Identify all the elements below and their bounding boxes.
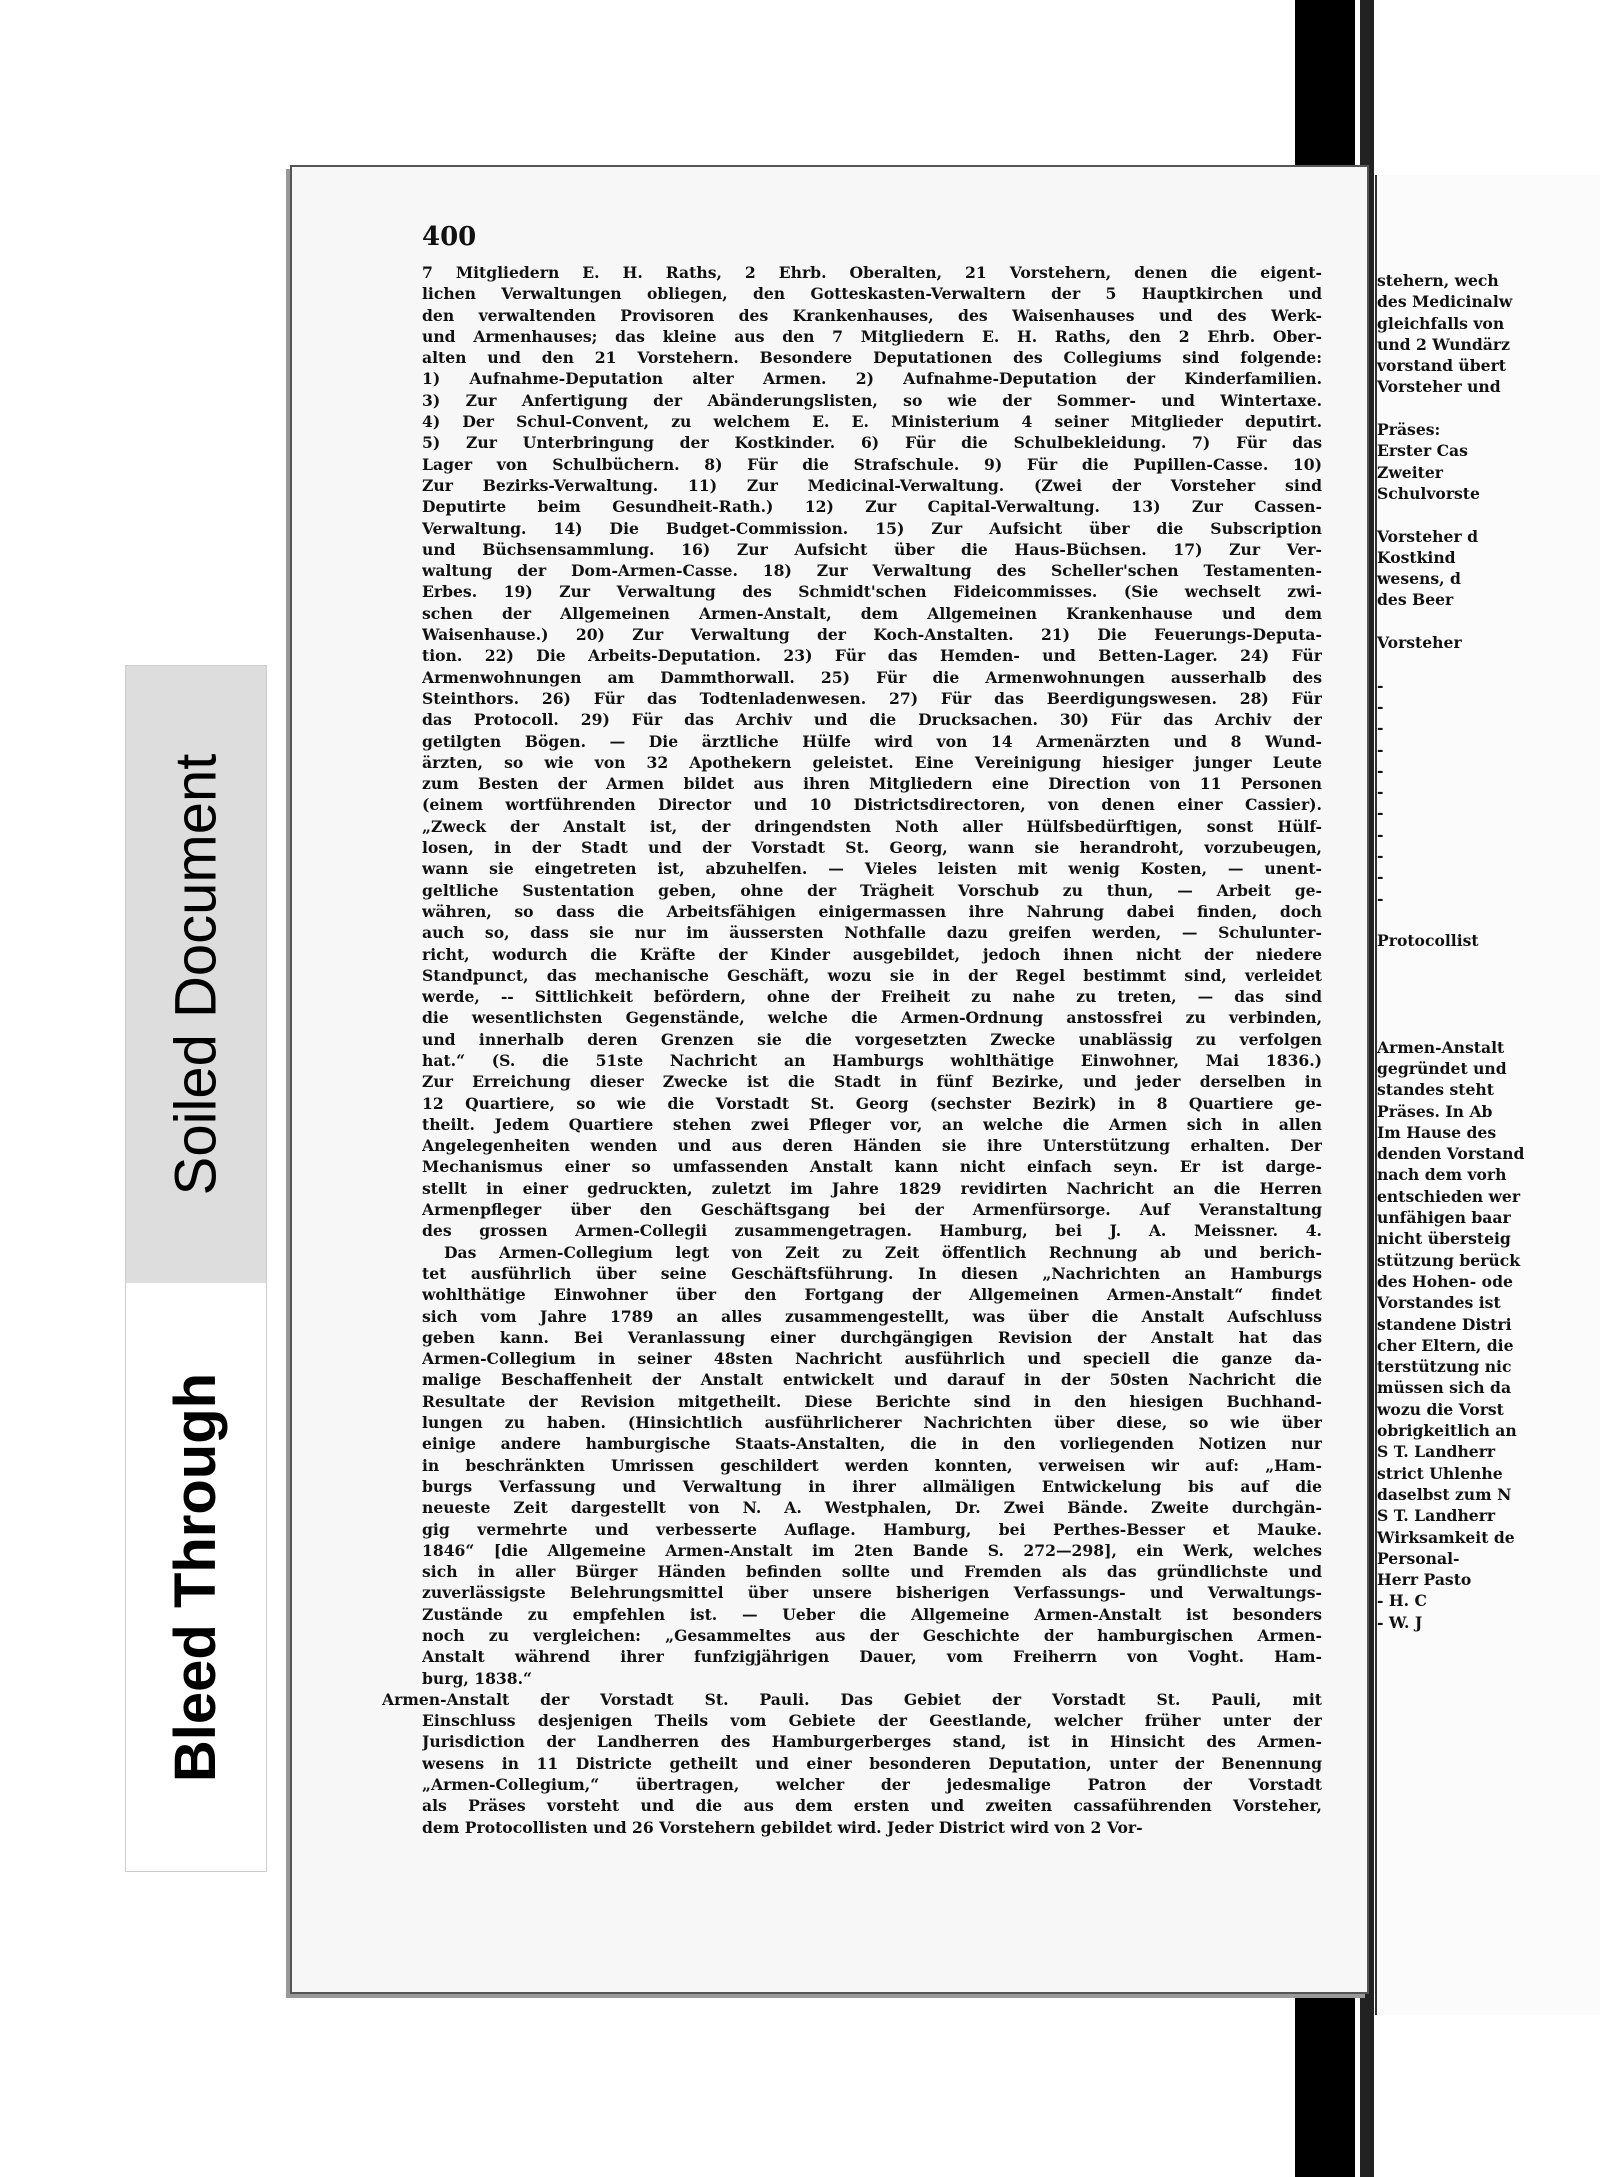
text-line: und Armenhauses; das kleine aus den 7 Mitgliedern E. H. Raths, den 2 Ehrb. Ober- (422, 326, 1322, 346)
text-line: „Armen-Collegium,“ übertragen, welcher der jedesmalige Patron der Vorstadt (422, 1775, 1322, 1795)
right-text-line: - (1377, 824, 1384, 844)
right-text-line (1377, 994, 1524, 1015)
right-text-line: obrigkeitlich an (1377, 1421, 1517, 1441)
text-line: lungen zu haben. (Hinsichtlich ausführlicherer Nachrichten über diese, so wie über (422, 1413, 1322, 1433)
text-line: stellt in einer gedruckten, zuletzt im Jahre 1829 revidirten Nachricht an die Herren (422, 1178, 1322, 1198)
right-text-line: standene Distri (1377, 1314, 1512, 1334)
main-body-text (382, 262, 1322, 1838)
right-text-line: Vorsteher d (1377, 526, 1478, 546)
right-text-line: Herr Pasto (1377, 1570, 1472, 1590)
text-line: Armenwohnungen am Dammthorwall. 25) Für die Armenwohnungen ausserhalb des (422, 667, 1322, 687)
right-text-line: Vorstandes ist (1377, 1293, 1501, 1313)
right-text-line: nicht übersteig (1377, 1229, 1511, 1249)
right-text-line: daselbst zum N (1377, 1484, 1512, 1504)
right-text-line: Vorsteher und (1377, 377, 1501, 397)
right-text-line: - (1377, 739, 1384, 759)
text-line: Angelegenheiten wenden und aus deren Händen sie ihre Unterstützung erhalten. Der (422, 1136, 1322, 1156)
text-line: geltliche Sustentation geben, ohne der Trägheit Vorschub zu thun, — Arbeit ge- (422, 880, 1322, 900)
bleed-through-label-area (126, 1283, 266, 1871)
right-text-line (1377, 504, 1524, 525)
text-line: werde, -- Sittlichkeit befördern, ohne der Freiheit zu nahe zu treten, — das sind (422, 987, 1322, 1007)
right-text-line: stehern, wech (1377, 271, 1499, 290)
soiled-document-label: Soiled Document (163, 753, 229, 1196)
text-line: hat.“ (S. die 51ste Nachricht an Hamburgs wohlthätige Einwohner, Mai 1836.) (422, 1050, 1322, 1070)
text-line: auch so, dass sie nur im äussersten Nothfalle dazu greifen werden, — Schulunter- (422, 923, 1322, 943)
right-text-line: standes steht (1377, 1080, 1494, 1100)
right-text-line: - (1377, 760, 1384, 780)
right-text-line: - W. J (1377, 1612, 1423, 1632)
right-text-line: Präses. In Ab (1377, 1101, 1493, 1121)
text-line: Zustände zu empfehlen ist. — Ueber die Allgemeine Armen-Anstalt ist besonders (422, 1604, 1322, 1624)
text-line: 1846“ [die Allgemeine Armen-Anstalt im 2ten Bande S. 272—298], ein Werk, welches (422, 1540, 1322, 1560)
right-text-line (1377, 611, 1524, 632)
text-line: waltung der Dom-Armen-Casse. 18) Zur Verwaltung des Scheller'schen Testamenten- (422, 561, 1322, 581)
text-line: das Protocoll. 29) Für das Archiv und die Drucksachen. 30) Für das Archiv der (422, 710, 1322, 730)
text-line: einige andere hamburgische Staats-Anstalten, die in den vorliegenden Notizen nur (422, 1434, 1322, 1454)
text-line: 5) Zur Unterbringung der Kostkinder. 6) Für die Schulbekleidung. 7) Für das (422, 433, 1322, 453)
text-line: gig vermehrte und verbesserte Auflage. Hamburg, bei Perthes-Besser et Mauke. (422, 1519, 1322, 1539)
right-text-line: - (1377, 696, 1384, 716)
right-text-line: - (1377, 846, 1384, 866)
right-text-line: terstützung nic (1377, 1357, 1512, 1377)
text-line: sich in aller Bürger Händen befinden sollte und Fremden als das gründlichste und (422, 1562, 1322, 1582)
right-text-line: nach dem vorh (1377, 1165, 1507, 1185)
right-text-line: entschieden wer (1377, 1186, 1521, 1206)
right-text-line: gleichfalls von (1377, 313, 1505, 333)
text-line: Armen-Anstalt der Vorstadt St. Pauli. Das Gebiet der Vorstadt St. Pauli, mit (382, 1689, 1322, 1709)
right-text-line: unfähigen baar (1377, 1208, 1511, 1228)
text-line: Mechanismus einer so umfassenden Anstalt kann nicht einfach seyn. Er ist darge- (422, 1157, 1322, 1177)
text-line: 7 Mitgliedern E. H. Raths, 2 Ehrb. Oberalten, 21 Vorstehern, denen die eigent- (422, 263, 1322, 282)
text-line: schen der Allgemeinen Armen-Anstalt, dem Allgemeinen Krankenhause und dem (422, 603, 1322, 623)
text-line: neueste Zeit dargestellt von N. A. Westphalen, Dr. Zwei Bände. Zweite durchgän- (422, 1498, 1322, 1518)
right-text-line (1377, 398, 1524, 419)
text-line: und innerhalb deren Grenzen sie die vorgesetzten Zwecke unablässig zu verfolgen (422, 1029, 1322, 1049)
right-text-line: - (1377, 675, 1384, 695)
text-line: malige Beschaffenheit der Anstalt entwickelt und darauf in der 50sten Nachricht die (422, 1370, 1322, 1390)
text-line: „Zweck der Anstalt ist, der dringendsten Noth aller Hülfsbedürftigen, sonst Hülf- (422, 816, 1322, 836)
text-line: Erbes. 19) Zur Verwaltung des Schmidt'schen Fideicommisses. (Sie wechselt zwi- (422, 582, 1322, 602)
text-line: die wesentlichsten Gegenstände, welche die Armen-Ordnung anstossfrei zu verbinden, (422, 1008, 1322, 1028)
right-text-line: Protocollist (1377, 931, 1479, 951)
right-text-line: vorstand übert (1377, 356, 1507, 376)
right-text-line: denden Vorstand (1377, 1144, 1525, 1164)
document-condition-stamp (125, 665, 267, 1872)
right-text-line: Schulvorste (1377, 483, 1480, 503)
bleed-through-label: Bleed Through (163, 1372, 229, 1782)
right-text-line (1377, 1015, 1524, 1036)
right-text-line: - (1377, 782, 1384, 802)
text-line: burgs Verfassung und Verwaltung in ihrer allmäligen Entwickelung bis auf die (422, 1476, 1322, 1496)
text-line: wann sie eingetreten ist, abzuhelfen. — Vieles leisten mit wenig Kosten, — unent- (422, 859, 1322, 879)
right-text-line: Präses: (1377, 420, 1441, 440)
right-text-line: Kostkind (1377, 547, 1456, 567)
text-line: ärzten, so wie von 32 Apothekern geleistet. Eine Vereinigung hiesiger junger Leute (422, 752, 1322, 772)
right-book-page (1375, 175, 1600, 2015)
right-text-line: - (1377, 888, 1384, 908)
text-line: Das Armen-Collegium legt von Zeit zu Zeit öffentlich Rechnung ab und berich- (444, 1242, 1322, 1262)
right-text-line: Zweiter (1377, 462, 1443, 482)
text-line: zum Besten der Armen bildet aus ihren Mitgliedern eine Direction von 11 Personen (422, 774, 1322, 794)
text-line: 12 Quartiere, so wie die Vorstadt St. Georg (sechster Bezirk) in 8 Quartiere ge- (422, 1093, 1322, 1113)
right-text-line: Armen-Anstalt (1377, 1037, 1505, 1057)
right-text-line: strict Uhlenhe (1377, 1463, 1503, 1483)
text-line: 3) Zur Anfertigung der Abänderungslisten, so wie der Sommer- und Wintertaxe. (422, 390, 1322, 410)
text-line: burg, 1838.“ (422, 1668, 533, 1688)
text-line: sich vom Jahre 1789 an alles zusammengestellt, was über die Anstalt Aufschluss (422, 1306, 1322, 1326)
text-line: in beschränkten Umrissen geschildert werden konnten, verweisen wir auf: „Ham- (422, 1455, 1322, 1475)
right-text-line: - (1377, 718, 1384, 738)
scan-edge-strip-bottom (1295, 1990, 1355, 2177)
right-text-line (1377, 973, 1524, 994)
right-text-line: cher Eltern, die (1377, 1335, 1514, 1355)
text-line: alten und den 21 Vorstehern. Besondere Deputationen des Collegiums sind folgende: (422, 348, 1322, 368)
page-number: 400 (422, 222, 477, 252)
right-text-line: wozu die Vorst (1377, 1399, 1504, 1419)
text-line: Steinthors. 26) Für das Todtenladenwesen. 27) Für das Beerdigungswesen. 28) Für (422, 688, 1322, 708)
text-line: währen, so dass die Arbeitsfähigen einigermassen ihre Nahrung dabei finden, doch (422, 901, 1322, 921)
text-line: geben kann. Bei Veranlassung einer durchgängigen Revision der Anstalt hat das (422, 1327, 1322, 1347)
right-text-line: stützung berück (1377, 1250, 1521, 1270)
text-line: wohlthätige Einwohner über den Fortgang der Allgemeinen Armen-Anstalt“ findet (422, 1285, 1322, 1305)
text-line: Deputirte beim Gesundheit-Rath.) 12) Zur Capital-Verwaltung. 13) Zur Cassen- (422, 497, 1322, 517)
text-line: den verwaltenden Provisoren des Krankenhauses, des Waisenhauses und des Werk- (422, 305, 1322, 325)
right-text-line (1377, 909, 1524, 930)
text-line: getilgten Bögen. — Die ärztliche Hülfe wird von 14 Armenärzten und 8 Wund- (422, 731, 1322, 751)
text-line: theilt. Jedem Quartiere stehen zwei Pfleger vor, an welche die Armen sich in allen (422, 1114, 1322, 1134)
text-line: lichen Verwaltungen obliegen, den Gotteskasten-Verwaltern der 5 Hauptkirchen und (422, 284, 1322, 304)
right-text-line: Vorsteher (1377, 633, 1462, 653)
text-line: des grossen Armen-Collegii zusammengetragen. Hamburg, bei J. A. Meissner. 4. (422, 1221, 1322, 1241)
right-text-line: - (1377, 803, 1384, 823)
text-line: Lager von Schulbüchern. 8) Für die Strafschule. 9) Für die Pupillen-Casse. 10) (422, 454, 1322, 474)
text-line: Einschluss desjenigen Theils vom Gebiete der Geestlande, welcher früher unter der (422, 1711, 1322, 1731)
text-line: 4) Der Schul-Convent, zu welchem E. E. Ministerium 4 seiner Mitglieder deputirt. (422, 412, 1322, 432)
right-text-line: gegründet und (1377, 1058, 1507, 1078)
text-line: richt, wodurch die Kräfte der Kinder ausgebildet, jedoch ihnen nicht der niedere (422, 944, 1322, 964)
right-text-line: S T. Landherr (1377, 1506, 1496, 1526)
text-line: Zur Bezirks-Verwaltung. 11) Zur Medicinal-Verwaltung. (Zwei der Vorsteher sind (422, 475, 1322, 495)
soiled-document-label-area (126, 666, 266, 1283)
right-text-line: wesens, d (1377, 569, 1461, 589)
text-line: tet ausführlich über seine Geschäftsführung. In diesen „Nachrichten an Hamburgs (422, 1263, 1322, 1283)
text-line: Verwaltung. 14) Die Budget-Commission. 15) Zur Aufsicht über die Subscription (422, 518, 1322, 538)
text-line: Resultate der Revision mitgetheilt. Diese Berichte sind in den hiesigen Buchhand- (422, 1391, 1322, 1411)
text-line: als Präses vorsteht und die aus dem ersten und zweiten cassaführenden Vorsteher, (422, 1796, 1322, 1816)
text-line: tion. 22) Die Arbeits-Deputation. 23) Für das Hemden- und Betten-Lager. 24) Für (422, 646, 1322, 666)
text-line: Waisenhause.) 20) Zur Verwaltung der Koch-Anstalten. 21) Die Feuerungs-Deputa- (422, 625, 1322, 645)
left-book-page (290, 165, 1369, 1994)
text-line: dem Protocollisten und 26 Vorstehern gebildet wird. Jeder District wird von 2 Vor- (422, 1817, 1143, 1837)
right-text-line: S T. Landherr (1377, 1442, 1496, 1462)
text-line: Armen-Collegium in seiner 48sten Nachricht ausführlich und speciell die ganze da- (422, 1349, 1322, 1369)
right-text-line (1377, 952, 1524, 973)
text-line: wesens in 11 Districte getheilt und einer besonderen Deputation, unter der Benennung (422, 1753, 1322, 1773)
text-line: 1) Aufnahme-Deputation alter Armen. 2) Aufnahme-Deputation der Kinderfamilien. (422, 369, 1322, 389)
text-line: Armenpfleger über den Geschäftsgang bei der Armenfürsorge. Auf Veranstaltung (422, 1200, 1322, 1220)
right-text-line: - (1377, 867, 1384, 887)
right-text-line: des Beer (1377, 590, 1454, 610)
text-line: Jurisdiction der Landherren des Hamburgerberges stand, ist in Hinsicht des Armen- (422, 1732, 1322, 1752)
text-line: losen, in der Stadt und der Vorstadt St. Georg, wann sie herandroht, vorzubeugen, (422, 838, 1322, 858)
right-text-line (1377, 653, 1524, 674)
scan-edge-strip-top (1295, 0, 1355, 175)
right-text-line: und 2 Wundärz (1377, 334, 1510, 354)
text-line: und Büchsensammlung. 16) Zur Aufsicht über die Haus-Büchsen. 17) Zur Ver- (422, 539, 1322, 559)
text-line: Anstalt während ihrer funfzigjährigen Dauer, vom Freiherrn von Voght. Ham- (422, 1647, 1322, 1667)
right-page-text (1377, 270, 1524, 1633)
text-line: Zur Erreichung dieser Zwecke ist die Stadt in fünf Bezirke, und jeder derselben in (422, 1072, 1322, 1092)
right-text-line: des Hohen- ode (1377, 1271, 1513, 1291)
right-text-line: Im Hause des (1377, 1122, 1497, 1142)
right-text-line: Personal- (1377, 1548, 1460, 1568)
right-text-line: Wirksamkeit de (1377, 1527, 1515, 1547)
text-line: Standpunct, das mechanische Geschäft, wozu sie in der Regel bestimmt sind, verleidet (422, 965, 1322, 985)
right-text-line: Erster Cas (1377, 441, 1468, 461)
right-text-line: - H. C (1377, 1591, 1427, 1611)
text-line: noch zu vergleichen: „Gesammeltes aus der Geschichte der hamburgischen Armen- (422, 1626, 1322, 1645)
text-line: zuverlässigste Belehrungsmittel über unsere bisherigen Verfassungs- und Verwaltungs- (422, 1583, 1322, 1603)
text-line: (einem wortführenden Director und 10 Districtsdirectoren, von denen einer Cassier). (422, 795, 1322, 815)
right-text-line: müssen sich da (1377, 1378, 1512, 1398)
right-text-line: des Medicinalw (1377, 292, 1513, 312)
